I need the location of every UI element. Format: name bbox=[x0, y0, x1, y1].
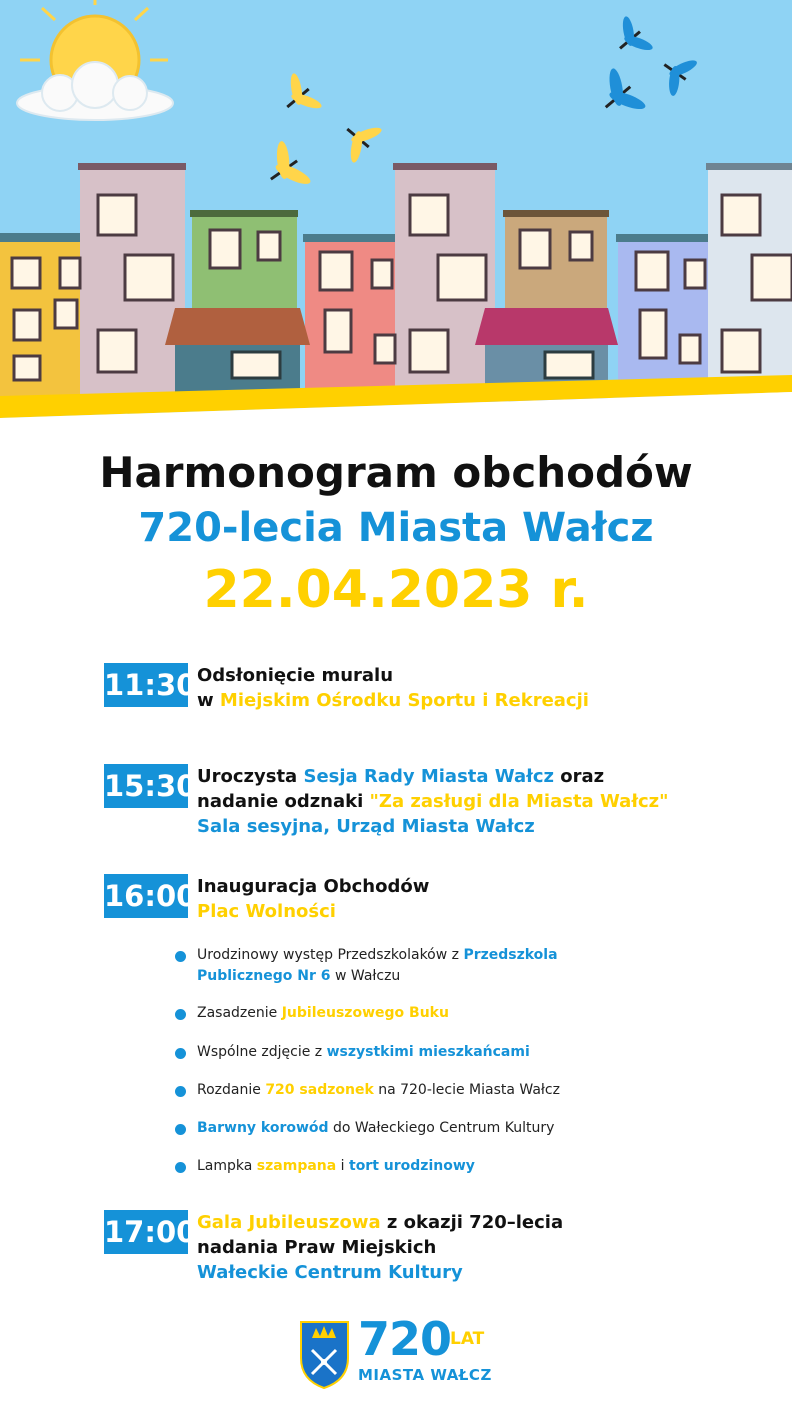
time-badge: 11:30 bbox=[104, 663, 188, 707]
hero-illustration bbox=[0, 0, 792, 430]
venue-highlight: Sala sesyjna, Urząd Miasta Wałcz bbox=[197, 816, 535, 837]
bullet-icon bbox=[175, 1009, 186, 1020]
event-line: Uroczysta Sesja Rady Miasta Wałcz oraz bbox=[197, 766, 605, 787]
event-line: nadania Praw Miejskich bbox=[197, 1237, 437, 1258]
event-description bbox=[197, 874, 757, 924]
bullet-icon bbox=[175, 1162, 186, 1173]
time-badge: 17:00 bbox=[104, 1210, 188, 1254]
event-description bbox=[197, 1210, 757, 1285]
highlight: "Za zasługi dla Miasta Wałcz" bbox=[369, 791, 669, 812]
event-line: nadanie odznaki "Za zasługi dla Miasta Wałcz" bbox=[197, 791, 669, 812]
anniversary-logo bbox=[298, 1312, 498, 1390]
event-description bbox=[197, 663, 757, 713]
event-line: w Miejskim Ośrodku Sportu i Rekreacji bbox=[197, 690, 589, 711]
highlight: Gala Jubileuszowa bbox=[197, 1212, 381, 1233]
bullet-icon bbox=[175, 1124, 186, 1135]
page-title: Harmonogram obchodów bbox=[99, 448, 693, 497]
highlight: Sesja Rady Miasta Wałcz bbox=[303, 766, 554, 787]
event-description bbox=[197, 764, 757, 839]
event-line: Odsłonięcie muralu bbox=[197, 665, 394, 686]
bullet-icon bbox=[175, 1086, 186, 1097]
bullet-icon bbox=[175, 951, 186, 962]
venue-highlight: Wałeckie Centrum Kultury bbox=[197, 1262, 463, 1283]
page-subtitle: 720-lecia Miasta Wałcz bbox=[138, 505, 654, 551]
time-badge: 15:30 bbox=[104, 764, 188, 808]
logo-lat: LAT bbox=[450, 1329, 485, 1349]
venue-highlight: Miejskim Ośrodku Sportu i Rekreacji bbox=[219, 690, 589, 711]
event-line: Gala Jubileuszowa z okazji 720–lecia bbox=[197, 1212, 564, 1233]
logo-number: 720 bbox=[358, 1312, 452, 1366]
venue-highlight: Plac Wolności bbox=[197, 901, 336, 922]
event-line: Inauguracja Obchodów bbox=[197, 876, 430, 897]
time-badge: 16:00 bbox=[104, 874, 188, 918]
logo-city: MIASTA WAŁCZ bbox=[358, 1366, 492, 1384]
event-date: 22.04.2023 r. bbox=[203, 560, 589, 620]
bullet-icon bbox=[175, 1048, 186, 1059]
